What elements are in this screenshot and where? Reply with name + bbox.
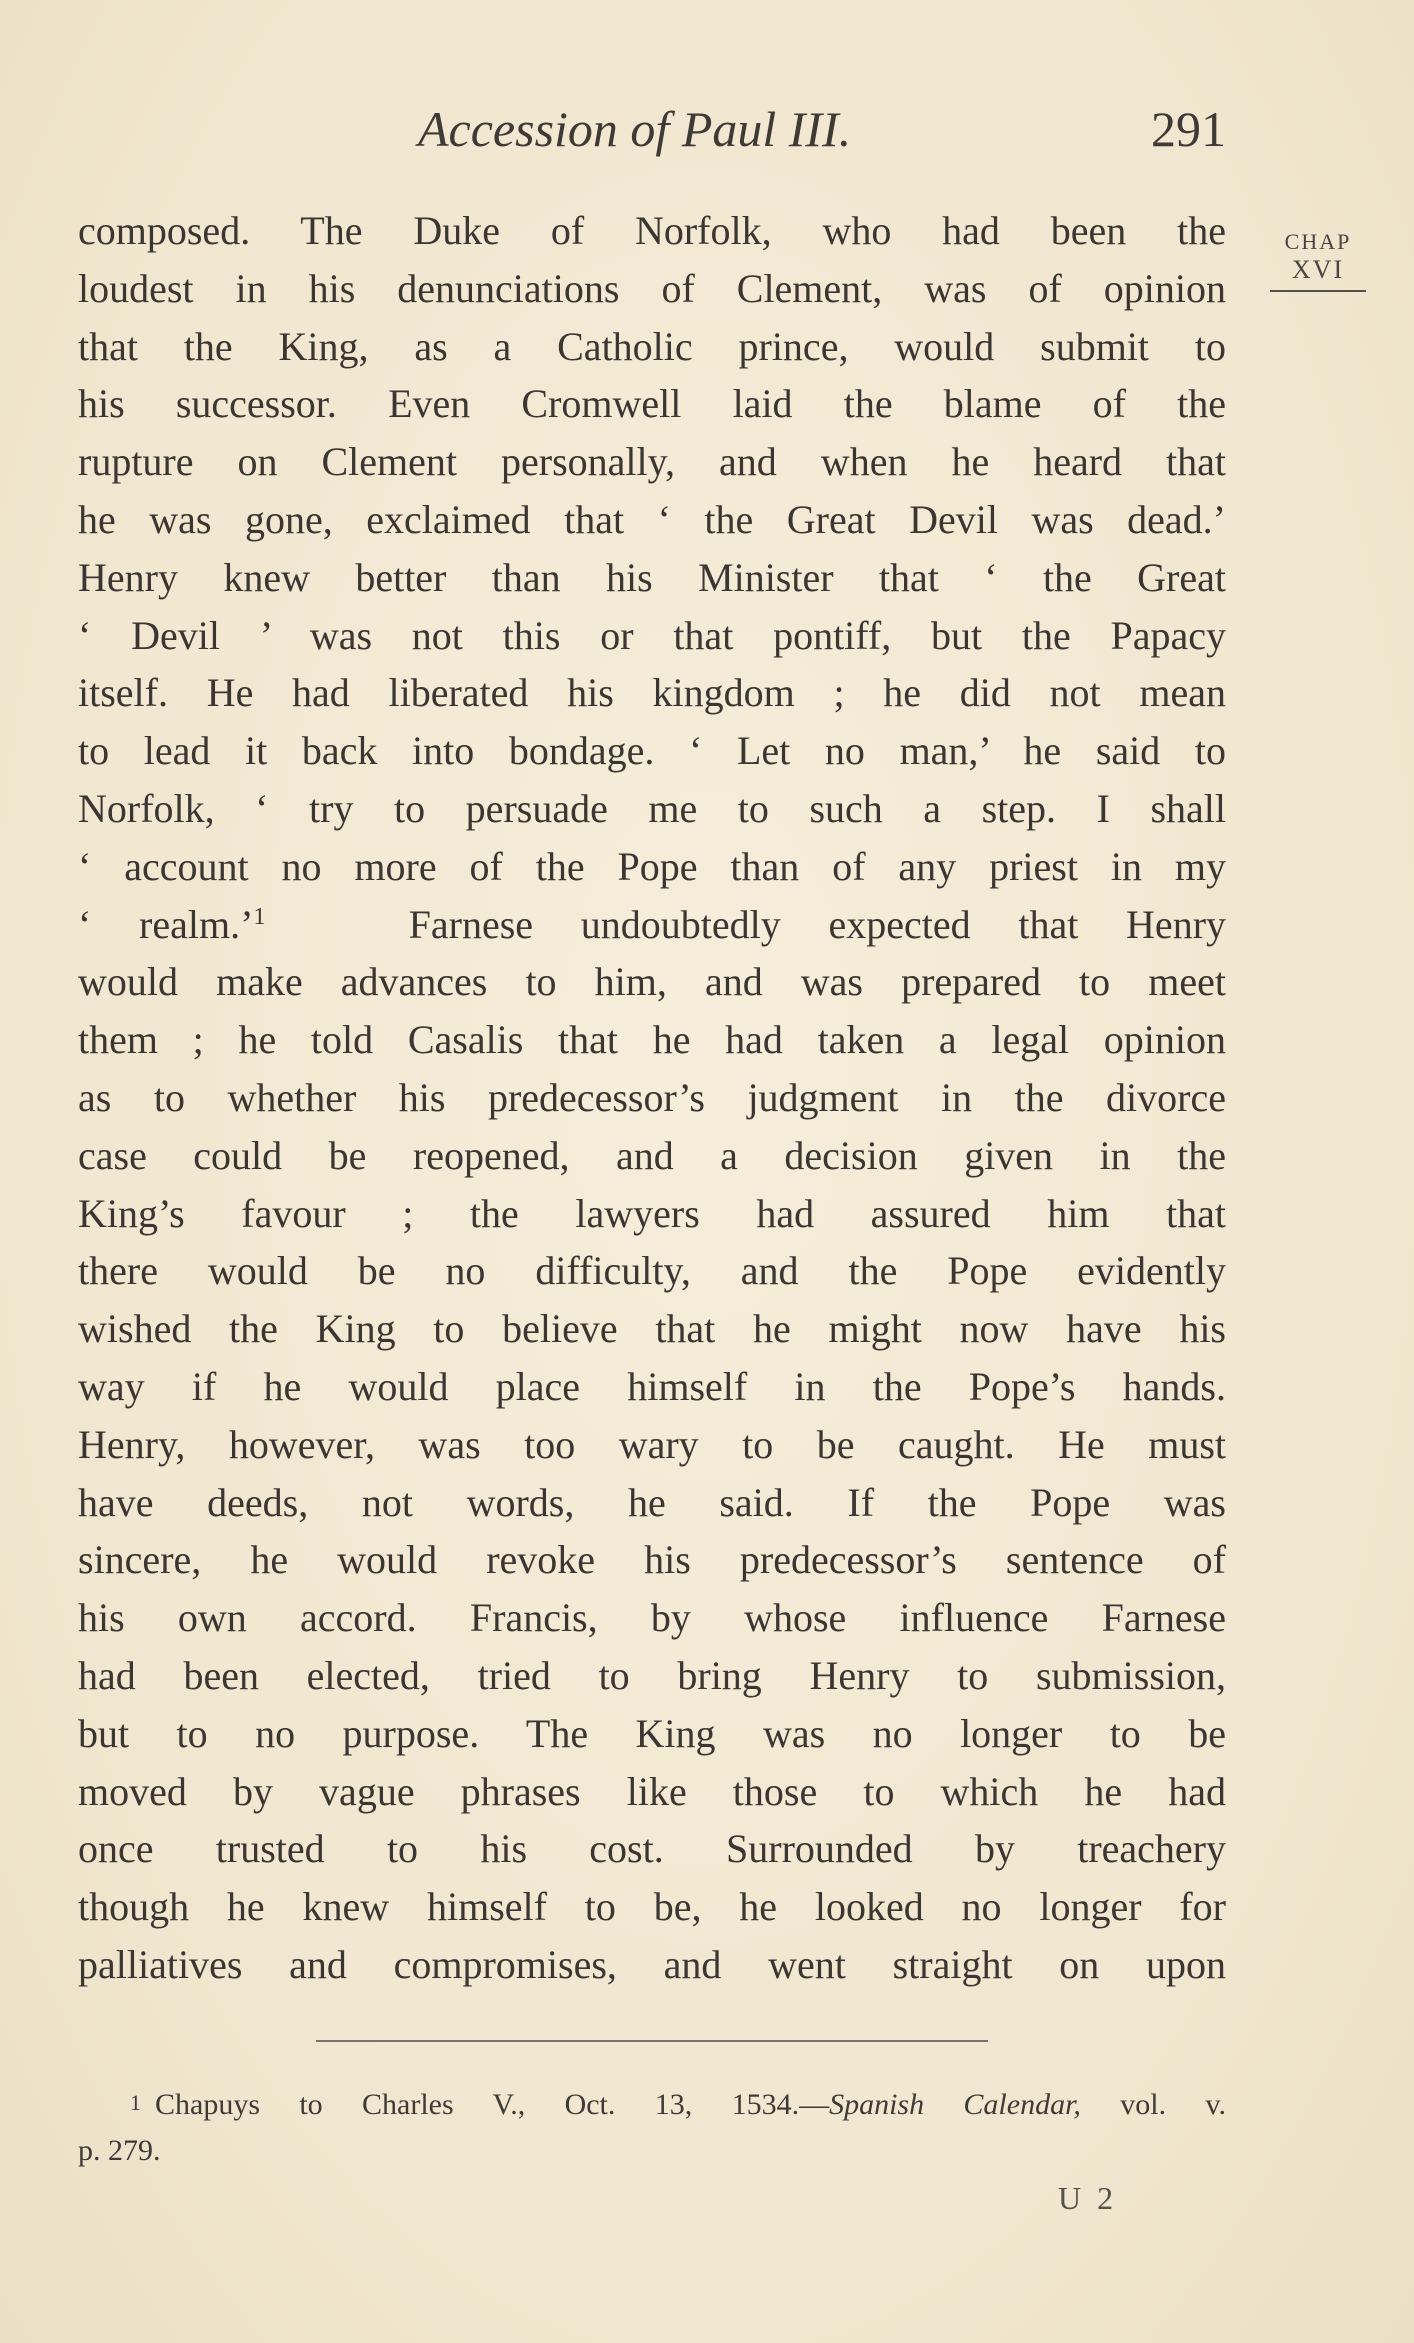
body-line: itself. He had liberated his kingdom ; he did not mean <box>78 670 1226 716</box>
running-head-title: Accession of Paul III. <box>418 101 852 157</box>
body-line: though he knew himself to be, he looked no longer for <box>78 1884 1226 1930</box>
body-line: ‘ account no more of the Pope than of any priest in my <box>78 843 1226 889</box>
chapter-rule <box>1270 290 1366 292</box>
chapter-label: CHAP <box>1284 229 1352 254</box>
body-line: rupture on Clement personally, and when he heard that <box>78 439 1226 485</box>
body-line: have deeds, not words, he said. If the Pope was <box>78 1479 1226 1525</box>
body-line: his own accord. Francis, by whose influence Farnese <box>78 1595 1226 1641</box>
footnote-reference: 1 <box>253 903 266 930</box>
body-line: once trusted to his cost. Surrounded by treachery <box>78 1826 1226 1872</box>
footnote-marker: 1 <box>130 2090 141 2115</box>
footnote <box>78 2080 1226 2174</box>
body-line: to lead it back into bondage. ‘ Let no man,’ he said to <box>78 728 1226 774</box>
line13-start: ‘ realm.’ <box>78 901 254 947</box>
body-line: Henry, however, was too wary to be caught. He must <box>78 1421 1226 1467</box>
body-line: them ; he told Casalis that he had taken a legal opinion <box>78 1017 1226 1063</box>
footnote-divider <box>316 2040 988 2042</box>
signature-mark: U 2 <box>1058 2180 1118 2216</box>
body-line: King’s favour ; the lawyers had assured him that <box>78 1190 1226 1236</box>
body-line: had been elected, tried to bring Henry to submission, <box>78 1652 1226 1698</box>
footnote-italic-title: Spanish Calendar, <box>829 2088 1081 2121</box>
body-line: ‘ Devil ’ was not this or that pontiff, but the Papacy <box>78 612 1226 658</box>
body-line: he was gone, exclaimed that ‘ the Great Devil was dead.’ <box>78 496 1226 542</box>
body-line: that the King, as a Catholic prince, would submit to <box>78 323 1226 369</box>
footnote-text: Chapuys to Charles V., Oct. 13, 1534.— <box>155 2088 830 2121</box>
body-line: moved by vague phrases like those to which he had <box>78 1768 1226 1814</box>
body-line: as to whether his predecessor’s judgment in the divorce <box>78 1074 1226 1120</box>
body-line: palliatives and compromises, and went straight on upon <box>78 1941 1226 1987</box>
body-line: but to no purpose. The King was no longer to be <box>78 1710 1226 1756</box>
body-line: would make advances to him, and was prepared to meet <box>78 959 1226 1005</box>
footnote-continuation: p. 279. <box>78 2134 161 2167</box>
chapter-number: XVI <box>1291 255 1345 284</box>
body-line: Henry knew better than his Minister that ‘ the Great <box>78 554 1226 600</box>
body-line: wished the King to believe that he might now have his <box>78 1306 1226 1352</box>
chapter-margin-note <box>1268 228 1368 292</box>
running-head <box>78 100 1226 170</box>
body-text <box>78 202 1226 1994</box>
body-line: way if he would place himself in the Pope’s hands. <box>78 1363 1226 1409</box>
line13-end: Farnese undoubtedly expected that Henry <box>408 901 1227 947</box>
body-line: case could be reopened, and a decision given in the <box>78 1132 1226 1178</box>
footnote-line <box>78 2080 1226 2128</box>
body-line: Norfolk, ‘ try to persuade me to such a step. I shall <box>78 785 1226 831</box>
footnote-volume: vol. v. <box>1080 2088 1226 2121</box>
body-line: his successor. Even Cromwell laid the blame of the <box>78 381 1226 427</box>
body-line: loudest in his denunciations of Clement, was of opinion <box>78 265 1226 311</box>
body-line-with-note <box>78 896 1226 954</box>
body-line: composed. The Duke of Norfolk, who had been the <box>78 208 1226 253</box>
body-line: there would be no difficulty, and the Pope evidently <box>78 1248 1226 1294</box>
page-number: 291 <box>1151 101 1226 157</box>
body-line: sincere, he would revoke his predecessor’s sentence of <box>78 1537 1226 1583</box>
